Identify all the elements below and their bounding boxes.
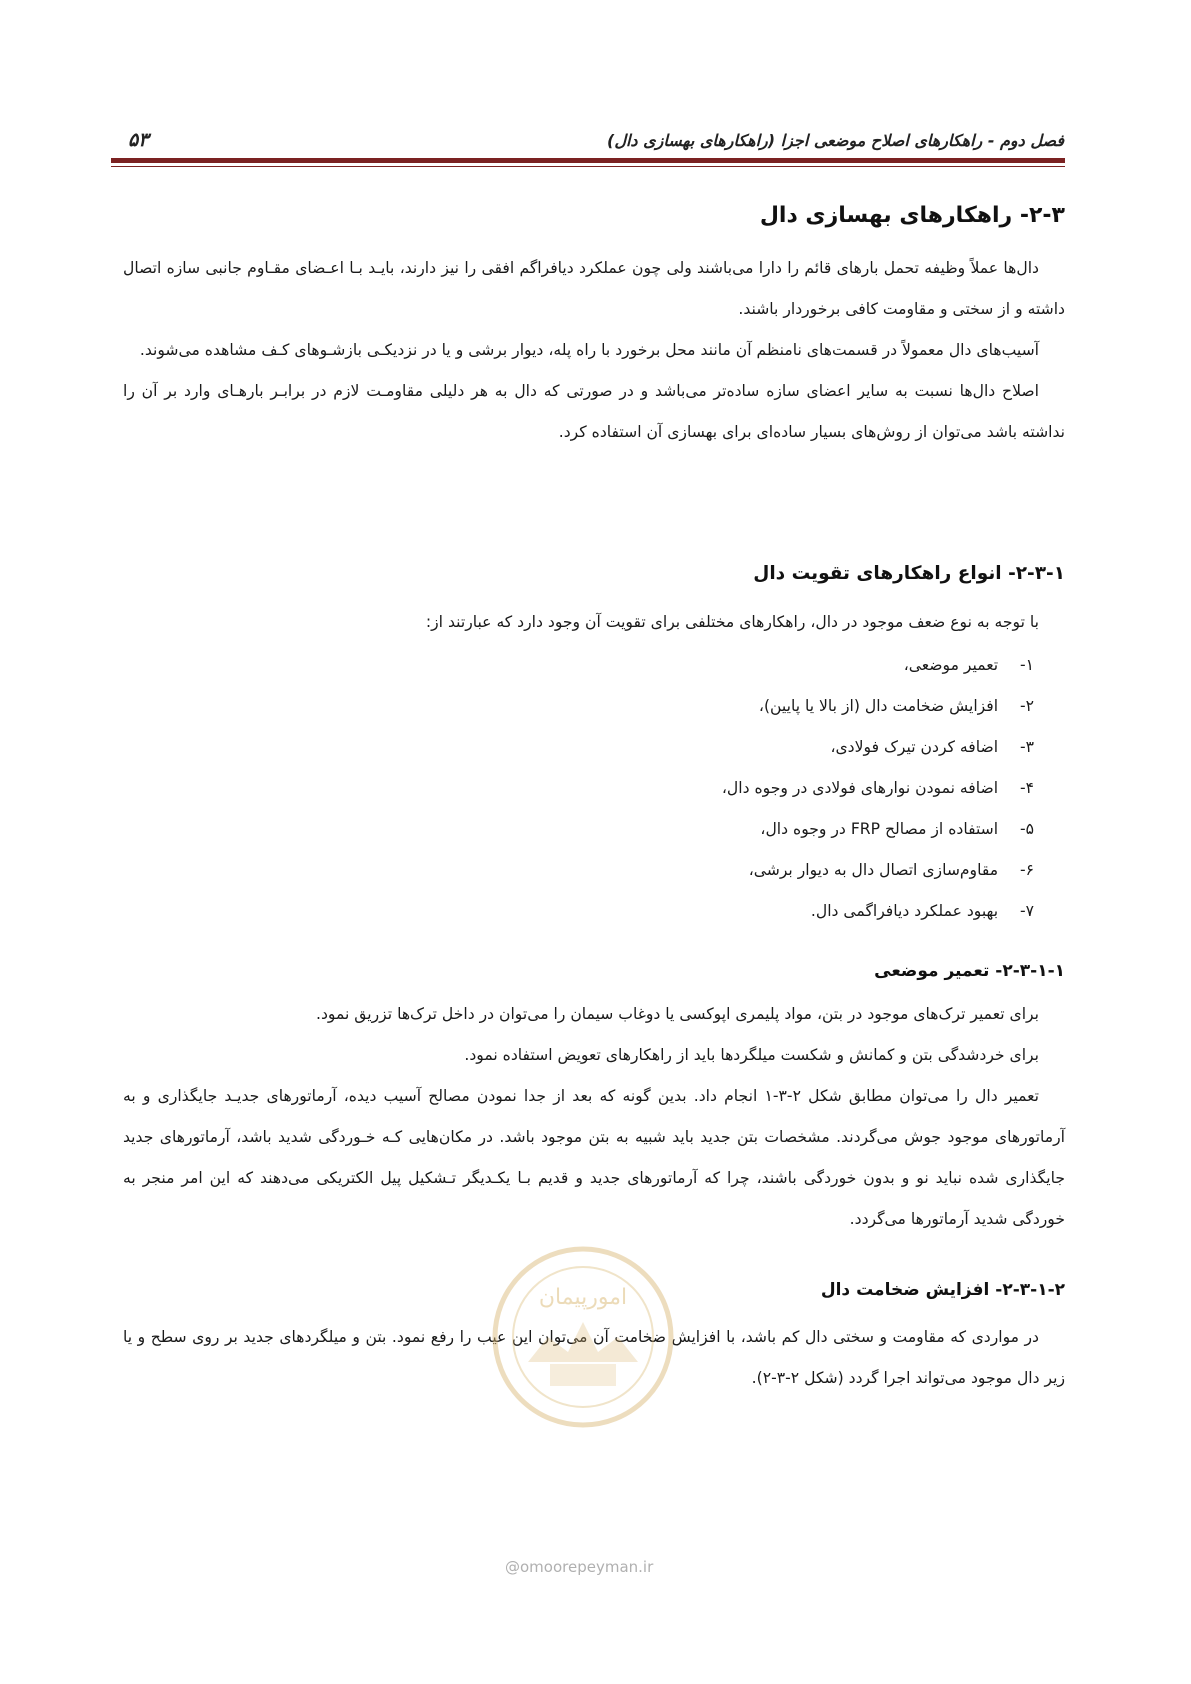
paragraph: دال‌ها عملاً وظیفه تحمل بارهای قائم را دارا می‌باشند ولی چون عملکرد دیافراگم افقی را نیز دارند، بایـد بـا اعـضای مقـاوم جانبی سازه اتصال داشته و از سختی و مقاومت کافی برخوردار باشند. <box>123 259 1065 318</box>
header-rule-thick <box>111 158 1065 163</box>
subsubsection-heading: ۲-۳-۱-۱- تعمیر موضعی <box>874 961 1065 981</box>
list-item: ۲- افزایش ضخامت دال (از بالا یا پایین)، <box>758 697 1034 715</box>
watermark-site: @omoorepeyman.ir <box>505 1558 654 1576</box>
strategy-list <box>722 645 1034 932</box>
subsubsection-heading: ۲-۳-۱-۲- افزایش ضخامت دال <box>820 1280 1065 1300</box>
section-body <box>123 248 1065 453</box>
list-item: ۵- استفاده از مصالح FRP در وجوه دال، <box>760 820 1034 838</box>
seal-text: امورپیمان <box>538 1285 628 1310</box>
subsection-intro <box>123 602 1065 643</box>
paragraph: در مواردی که مقاومت و سختی دال کم باشد، با افزایش ضخامت آن می‌توان این عیب را رفع نمود. بتن و میلگردهای جدید بر روی سطح و یا زیر دال موجود می‌تواند اجرا گردد (شکل ۲-۳-۲). <box>123 1328 1065 1387</box>
subsubsection-body <box>123 994 1065 1240</box>
list-item: ۶- مقاوم‌سازی اتصال دال به دیوار برشی، <box>748 861 1034 879</box>
paragraph: برای تعمیر ترک‌های موجود در بتن، مواد پلیمری اپوکسی یا دوغاب سیمان را می‌توان در داخل ترک‌ها تزریق نمود. <box>316 1005 1039 1023</box>
page-number: ۵۳ <box>128 129 149 151</box>
paragraph: تعمیر دال را می‌توان مطابق شکل ۲-۳-۱ انجام داد. بدین گونه که بعد از جدا نمودن مصالح آسیب دیده، آرماتورهای جدیـد جایگذاری و به آرماتورهای موجود جوش می‌گردند. مشخصات بتن جدید باید شبیه به بتن موجود باشد. در مکان‌هایی کـه خـوردگی شدید باشد، آرماتورهای جدید جایگذاری شده نباید نو و بدون خوردگی باشند، چرا که آرماتورهای جدید و قدیم بـا یکـدیگر تـشکیل پیل الکتریکی می‌دهند که این امر منجر به خوردگی شدید آرماتورها می‌گردد. <box>123 1087 1065 1228</box>
section-heading: ۲-۳- راهکارهای بهسازی دال <box>759 203 1065 228</box>
paragraph: آسیب‌های دال معمولاً در قسمت‌های نامنظم آن مانند محل برخورد با راه پله، دیوار برشی و یا در نزدیکـی بازشـوهای کـف مشاهده می‌شوند. <box>139 341 1039 359</box>
list-item: ۱- تعمیر موضعی، <box>903 656 1034 674</box>
paragraph: اصلاح دال‌ها نسبت به سایر اعضای سازه ساده‌تر می‌باشد و در صورتی که دال به هر دلیلی مقاومـت لازم در برابـر بارهـای وارد بر آن را نداشته باشد می‌توان از روش‌های بسیار ساده‌ای برای بهسازی آن استفاده کرد. <box>123 382 1065 441</box>
list-item: ۷- بهبود عملکرد دیافراگمی دال. <box>810 902 1034 920</box>
list-item: ۳- اضافه کردن تیرک فولادی، <box>830 738 1034 756</box>
paragraph: برای خردشدگی بتن و کمانش و شکست میلگردها باید از راهکارهای تعویض استفاده نمود. <box>464 1046 1039 1064</box>
list-item: ۴- اضافه نمودن نوارهای فولادی در وجوه دال، <box>721 779 1034 797</box>
subsection-heading: ۲-۳-۱- انواع راهکارهای تقویت دال <box>753 563 1065 584</box>
paragraph: با توجه به نوع ضعف موجود در دال، راهکارهای مختلفی برای تقویت آن وجود دارد که عبارتند از: <box>425 613 1039 631</box>
header-rule-thin <box>111 166 1065 167</box>
running-head: فصل دوم - راهکارهای اصلاح موضعی اجزا (راهکارهای بهسازی دال) <box>607 131 1064 150</box>
subsubsection-body <box>123 1317 1065 1399</box>
